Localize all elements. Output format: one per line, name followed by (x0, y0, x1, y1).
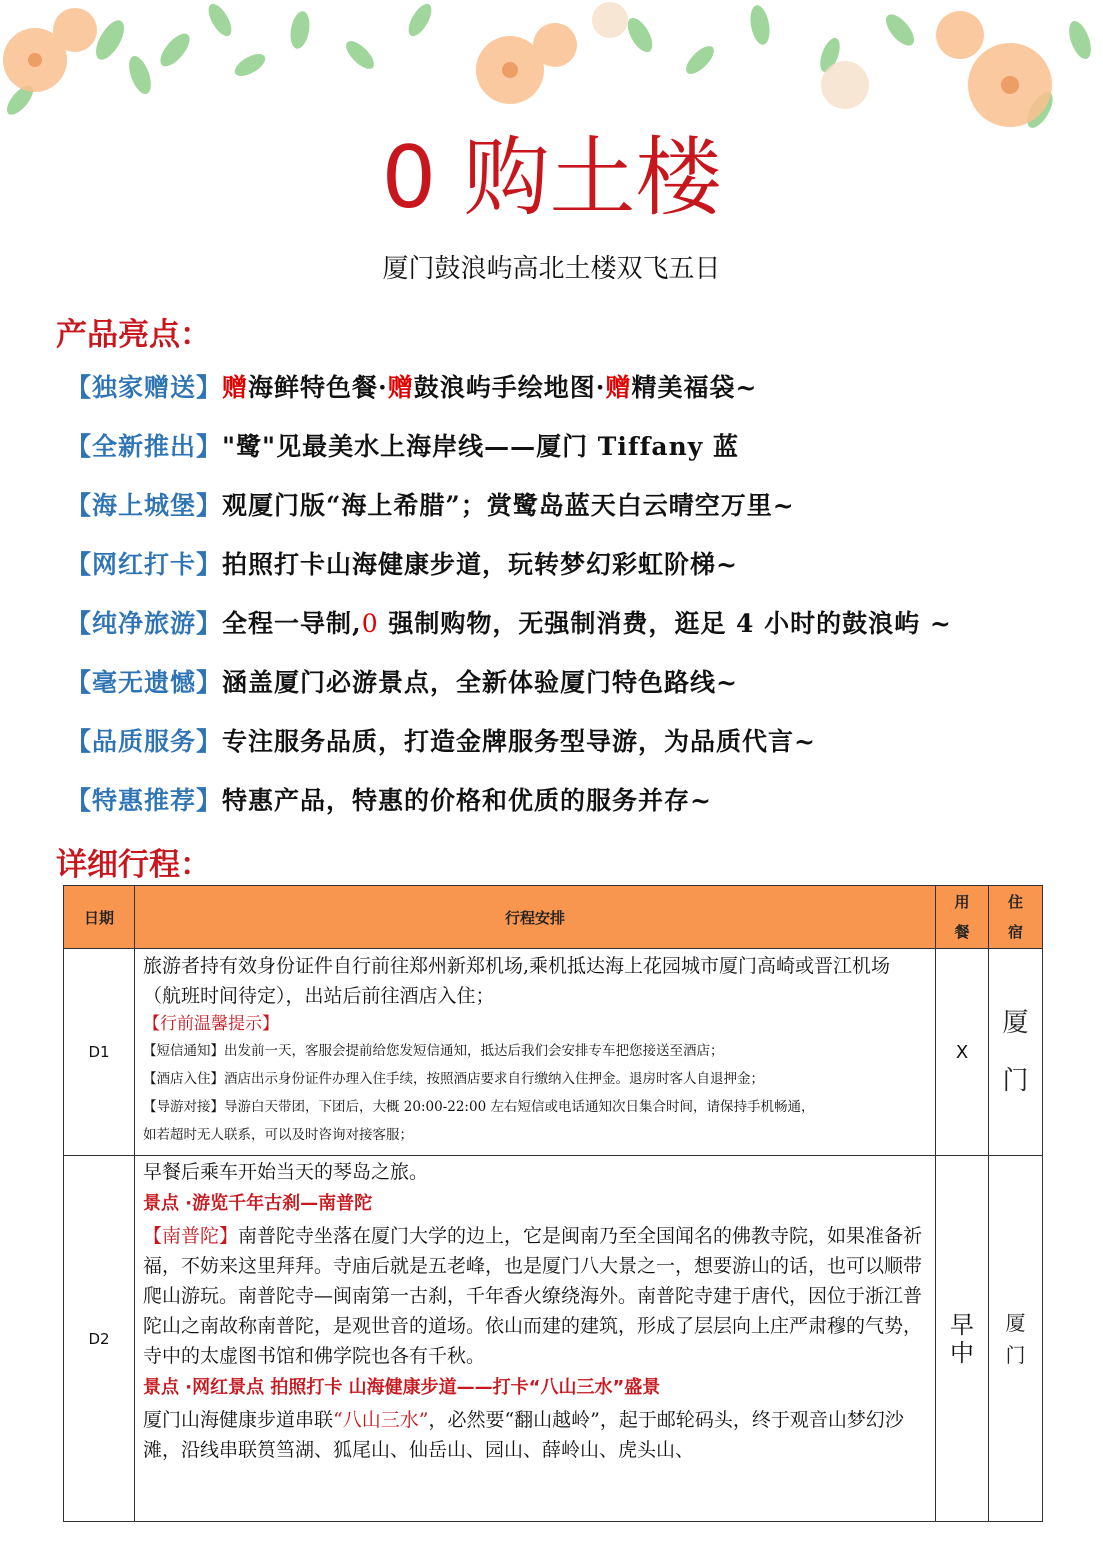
schedule-cell (135, 1156, 936, 1522)
highlight-tag: 【毫无遗憾】 (66, 668, 223, 697)
highlight-text: 精美福袋~ (631, 373, 758, 402)
stay-cell: 厦 门 (989, 949, 1043, 1156)
highlight-text: 0 (361, 609, 379, 638)
spot-desc-trail: 厦门山海健康步道串联“八山三水”，必然要“翻山越岭”，起于邮轮码头，终于观音山梦幻沙滩，沿线串联筼筜湖、狐尾山、仙岳山、园山、薛岭山、虎头山、 (143, 1409, 904, 1461)
highlights-heading: 产品亮点： (56, 317, 211, 353)
page-title: 0 购土楼 (381, 128, 722, 228)
header-meal: 用 餐 (936, 886, 989, 949)
spot-title-nanputuo: 景点 ·游览千年古刹—南普陀 (143, 1193, 373, 1214)
tip-sms: 【短信通知】出发前一天，客服会提前给您发短信通知，抵达后我们会安排专车把您接送至酒店； (143, 1043, 724, 1059)
d2-intro: 早餐后乘车开始当天的琴岛之旅。 (143, 1161, 429, 1183)
tip-guide: 【导游对接】导游白天带团，下团后，大概 20:00-22:00 左右短信或电话通知次日集合时间，请保持手机畅通， (143, 1099, 815, 1115)
spot-title-trail: 景点 ·网红景点 拍照打卡 山海健康步道——打卡“八山三水”盛景 (143, 1377, 661, 1398)
highlight-text: "鹭"见最美水上海岸线——厦门 Tiffany 蓝 (222, 432, 739, 461)
schedule-cell (135, 949, 936, 1156)
d1-intro: 旅游者持有效身份证件自行前往郑州新郑机场,乘机抵达海上花园城市厦门高崎或晋江机场（航班时间待定），出站后前往酒店入住； (143, 955, 891, 1007)
highlight-item (66, 604, 952, 640)
tip-guide-cont: 如若超时无人联系，可以及时咨询对接客服； (143, 1127, 413, 1143)
table-row (64, 949, 1043, 1156)
highlight-item (66, 368, 757, 404)
highlight-item (66, 663, 738, 699)
tips-title: 【行前温馨提示】 (143, 1014, 279, 1034)
highlight-item (66, 781, 712, 817)
highlight-tag: 【全新推出】 (66, 432, 223, 461)
highlight-text: 赠 (605, 373, 632, 402)
table-header-row (64, 886, 1043, 949)
stay-cell: 厦 门 (989, 1156, 1043, 1522)
itinerary-heading: 详细行程： (56, 847, 211, 883)
highlight-text: 全程一导制, (222, 609, 362, 638)
highlight-text: 拍照打卡山海健康步道，玩转梦幻彩虹阶梯~ (222, 550, 738, 579)
meal-cell: 早 中 (936, 1156, 989, 1522)
highlight-text: 赠 (387, 373, 414, 402)
highlight-tag: 【特惠推荐】 (66, 786, 223, 815)
highlight-text: 强制购物，无强制消费，逛足 4 小时的鼓浪屿 ~ (378, 609, 952, 638)
itinerary-table (63, 885, 1043, 1522)
highlight-tag: 【品质服务】 (66, 727, 223, 756)
day-cell: D2 (64, 1156, 135, 1522)
highlight-item (66, 722, 816, 758)
highlight-text: 鼓浪屿手绘地图· (413, 373, 606, 402)
highlight-text: 观厦门版“海上希腊”；赏鹭岛蓝天白云晴空万里~ (222, 491, 795, 520)
spot-desc-nanputuo: 【南普陀】南普陀寺坐落在厦门大学的边上，它是闽南乃至全国闻名的佛教寺院，如果准备祈福，不妨来这里拜拜。寺庙后就是五老峰，也是厦门八大景之一，想要游山的话，也可以顺带爬山游玩。南普陀寺—闽南第一古刹，千年香火缭绕海外。南普陀寺建于唐代，因位于浙江普陀山之南故称南普陀，是观世音的道场。依山而建的建筑，形成了层层向上庄严肃穆的气势，寺中的太虚图书馆和佛学院也各有千秋。 (143, 1225, 923, 1367)
highlight-text: 海鲜特色餐· (248, 373, 388, 402)
tip-hotel: 【酒店入住】酒店出示身份证件办理入住手续，按照酒店要求自行缴纳入住押金。退房时客人自退押金； (143, 1071, 764, 1087)
header-day: 日期 (64, 886, 135, 949)
highlight-item (66, 427, 739, 463)
highlight-text: 特惠产品，特惠的价格和优质的服务并存~ (222, 786, 712, 815)
highlight-text: 赠 (222, 373, 249, 402)
page-subtitle: 厦门鼓浪屿高北土楼双飞五日 (382, 254, 721, 284)
meal-cell: X (936, 949, 989, 1156)
highlight-tag: 【网红打卡】 (66, 550, 223, 579)
header-schedule: 行程安排 (135, 886, 936, 949)
header-stay: 住 宿 (989, 886, 1043, 949)
highlight-tag: 【海上城堡】 (66, 491, 223, 520)
highlight-item (66, 486, 795, 522)
day-cell: D1 (64, 949, 135, 1156)
highlight-text: 涵盖厦门必游景点，全新体验厦门特色路线~ (222, 668, 738, 697)
table-row (64, 1156, 1043, 1522)
highlight-tag: 【独家赠送】 (66, 373, 223, 402)
highlight-tag: 【纯净旅游】 (66, 609, 223, 638)
highlight-text: 专注服务品质，打造金牌服务型导游，为品质代言~ (222, 727, 816, 756)
highlight-item (66, 545, 738, 581)
